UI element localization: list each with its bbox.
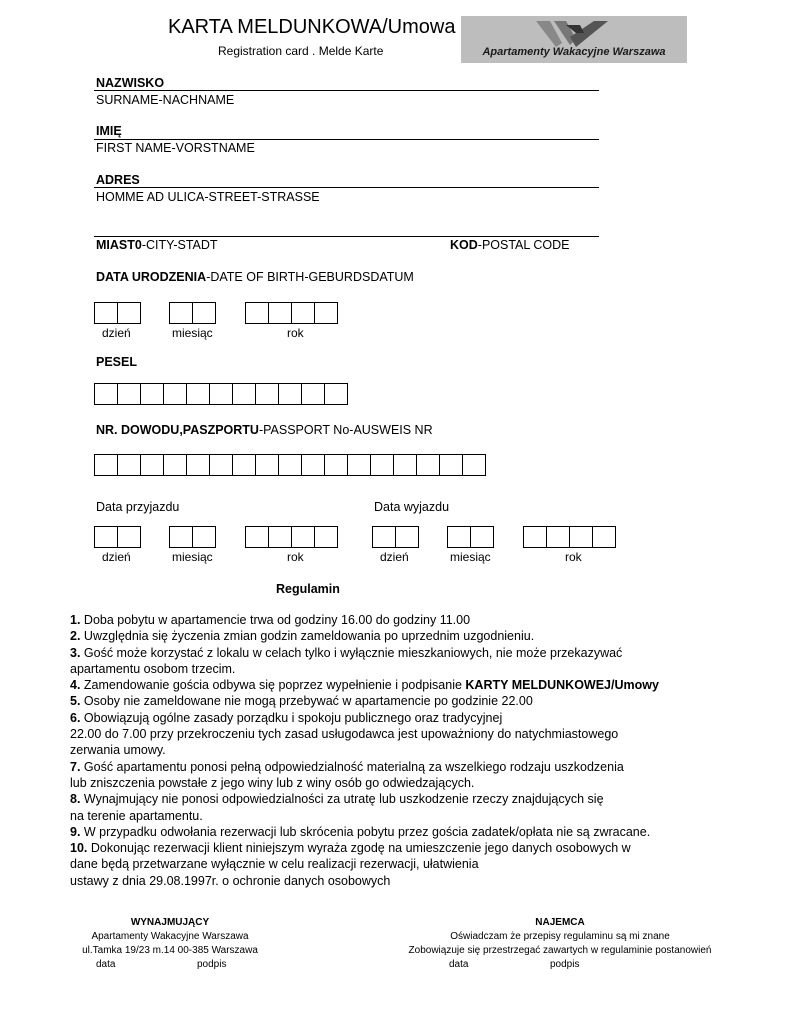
logo-mark-icon <box>536 19 612 49</box>
rule-number: 1. <box>70 613 81 627</box>
departure-day-boxes[interactable] <box>372 526 418 548</box>
landlord-line2: ul.Tamka 19/23 m.14 00-385 Warszawa <box>82 945 258 956</box>
landlord-block <box>60 916 280 958</box>
surname-sublabel: SURNAME-NACHNAME <box>96 93 235 107</box>
arrival-day-boxes[interactable] <box>94 526 140 548</box>
departure-day-caption: dzień <box>380 550 409 564</box>
rule-item <box>70 645 750 661</box>
postal-label <box>450 238 569 252</box>
rule-text: Uwzględnia się życzenia zmian godzin zameldowania po uprzednim uzgodnieniu. <box>80 629 535 644</box>
dob-label-bold: DATA URODZENIA <box>96 270 207 284</box>
rule-item <box>70 693 750 709</box>
arrival-year-caption: rok <box>287 550 304 564</box>
arrival-day-caption: dzień <box>102 550 131 564</box>
departure-year-caption: rok <box>565 550 582 564</box>
rule-item <box>70 628 750 644</box>
tenant-line1: Oświadczam że przepisy regulaminu są mi znane <box>450 931 670 942</box>
firstname-line[interactable] <box>94 139 599 140</box>
tenant-sign: podpis <box>550 959 580 970</box>
rule-item <box>70 856 750 872</box>
rule-item <box>70 677 750 693</box>
city-label-bold: MIAST0 <box>96 238 142 252</box>
dob-year-caption: rok <box>287 326 304 340</box>
arrival-label: Data przyjazdu <box>96 500 180 514</box>
dob-month-caption: miesiąc <box>172 326 213 340</box>
surname-label: NAZWISKO <box>96 76 165 90</box>
rule-number: 3. <box>70 645 81 660</box>
firstname-label: IMIĘ <box>96 124 122 138</box>
landlord-title: WYNAJMUJĄCY <box>130 917 210 928</box>
tenant-line2: Zobowiązuje się przestrzegać zawartych w regulaminie postanowień <box>408 945 712 956</box>
rule-number: 6. <box>70 710 81 725</box>
postal-label-sub: -POSTAL CODE <box>477 238 570 252</box>
dob-day-boxes[interactable] <box>94 302 140 324</box>
city-label-sub: -CITY-STADT <box>141 238 218 252</box>
rule-text: Osoby nie zameldowane nie mogą przebywać w apartamencie po godzinie 22.00 <box>80 694 533 709</box>
city-label <box>96 238 218 252</box>
pesel-label: PESEL <box>96 355 137 369</box>
pesel-boxes[interactable] <box>94 383 347 405</box>
rule-number: 8. <box>70 792 81 807</box>
rule-item <box>70 612 750 628</box>
rule-text: ustawy z dnia 29.08.1997r. o ochronie danych osobowych <box>70 873 391 888</box>
rule-item <box>70 873 750 889</box>
address-sublabel: HOMME AD ULICA-STREET-STRASSE <box>96 190 320 204</box>
rule-text: Obowiązują ogólne zasady porządku i spokoju publicznego oraz tradycyjnej <box>80 710 503 725</box>
page-title: KARTA MELDUNKOWA/Umowa <box>168 16 456 38</box>
rule-number: 2. <box>70 629 81 644</box>
rule-item <box>70 824 750 840</box>
departure-year-boxes[interactable] <box>523 526 615 548</box>
logo-text: Apartamenty Wakacyjne Warszawa <box>482 46 666 58</box>
rule-text: Zamendowanie gościa odbywa się poprzez wypełnienie i podpisanie <box>80 678 466 693</box>
rule-text: na terenie apartamentu. <box>70 808 203 823</box>
rule-item <box>70 661 750 677</box>
page-subtitle: Registration card . Melde Karte <box>218 44 384 58</box>
address-line[interactable] <box>94 187 599 188</box>
rules-list <box>70 612 750 889</box>
tenant-block <box>400 916 720 958</box>
rule-number: 9. <box>70 824 81 839</box>
firstname-sublabel: FIRST NAME-VORSTNAME <box>96 141 255 155</box>
rule-number: 10. <box>70 841 88 856</box>
landlord-sign: podpis <box>197 959 227 970</box>
landlord-line1: Apartamenty Wakacyjne Warszawa <box>91 931 249 942</box>
tenant-title: NAJEMCA <box>535 917 585 928</box>
rule-text: Doba pobytu w apartamencie trwa od godziny 16.00 do godziny 11.00 <box>80 613 471 627</box>
rule-item <box>70 775 750 791</box>
tenant-date: data <box>449 959 469 970</box>
dob-year-boxes[interactable] <box>245 302 337 324</box>
id-boxes[interactable] <box>94 454 485 476</box>
departure-label: Data wyjazdu <box>374 500 450 514</box>
company-logo <box>461 16 687 63</box>
rule-text: lub zniszczenia powstałe z jego winy lub z winy osób go odwiedzających. <box>70 775 475 790</box>
rule-item <box>70 840 750 856</box>
rule-text: dane będą przetwarzane wyłącznie w celu realizacji rezerwacji, ułatwienia <box>70 857 479 872</box>
rule-text: Gość może korzystać z lokalu w celach tylko i wyłącznie mieszkaniowych, nie może przekazywać <box>80 645 623 660</box>
rule-text: Dokonując rezerwacji klient niniejszym wyraża zgodę na umieszczenie jego danych osobowych w <box>87 841 631 856</box>
rule-text: apartamentu osobom trzecim. <box>70 661 236 676</box>
rule-text-bold: KARTY MELDUNKOWEJ/Umowy <box>465 678 659 693</box>
address-line-2[interactable] <box>94 236 599 237</box>
landlord-date: data <box>96 959 116 970</box>
postal-label-bold: KOD <box>450 238 478 252</box>
rule-item <box>70 710 750 726</box>
id-label <box>96 423 433 437</box>
dob-month-boxes[interactable] <box>169 302 215 324</box>
address-label: ADRES <box>96 173 140 187</box>
rule-number: 4. <box>70 678 81 693</box>
rule-text: zerwania umowy. <box>70 743 166 758</box>
rule-text: Wynajmujący nie ponosi odpowiedzialności za utratę lub uszkodzenie rzeczy znajdujących się <box>80 792 604 807</box>
rule-item <box>70 726 750 742</box>
rule-item <box>70 759 750 775</box>
id-label-bold: NR. DOWODU,PASZPORTU <box>96 423 259 437</box>
dob-day-caption: dzień <box>102 326 131 340</box>
rule-number: 5. <box>70 694 81 709</box>
rule-text: Gość apartamentu ponosi pełną odpowiedzialność materialną za wszelkiego rodzaju uszkodzenia <box>80 759 624 774</box>
rule-number: 7. <box>70 759 81 774</box>
arrival-month-caption: miesiąc <box>172 550 213 564</box>
departure-month-caption: miesiąc <box>450 550 491 564</box>
arrival-month-boxes[interactable] <box>169 526 215 548</box>
rule-text: W przypadku odwołania rezerwacji lub skrócenia pobytu przez gościa zadatek/opłata nie są zwracane. <box>80 824 651 839</box>
rule-text: 22.00 do 7.00 przy przekroczeniu tych zasad usługodawca jest upoważniony do natychmiastowego <box>70 727 619 742</box>
rule-item <box>70 791 750 807</box>
rule-item <box>70 742 750 758</box>
id-label-sub: -PASSPORT No-AUSWEIS NR <box>258 423 433 437</box>
dob-label-sub: -DATE OF BIRTH-GEBURDSDATUM <box>206 270 414 284</box>
dob-label <box>96 270 414 284</box>
rules-title: Regulamin <box>276 582 340 596</box>
rule-item <box>70 808 750 824</box>
arrival-year-boxes[interactable] <box>245 526 337 548</box>
surname-line[interactable] <box>94 90 599 91</box>
departure-month-boxes[interactable] <box>447 526 493 548</box>
